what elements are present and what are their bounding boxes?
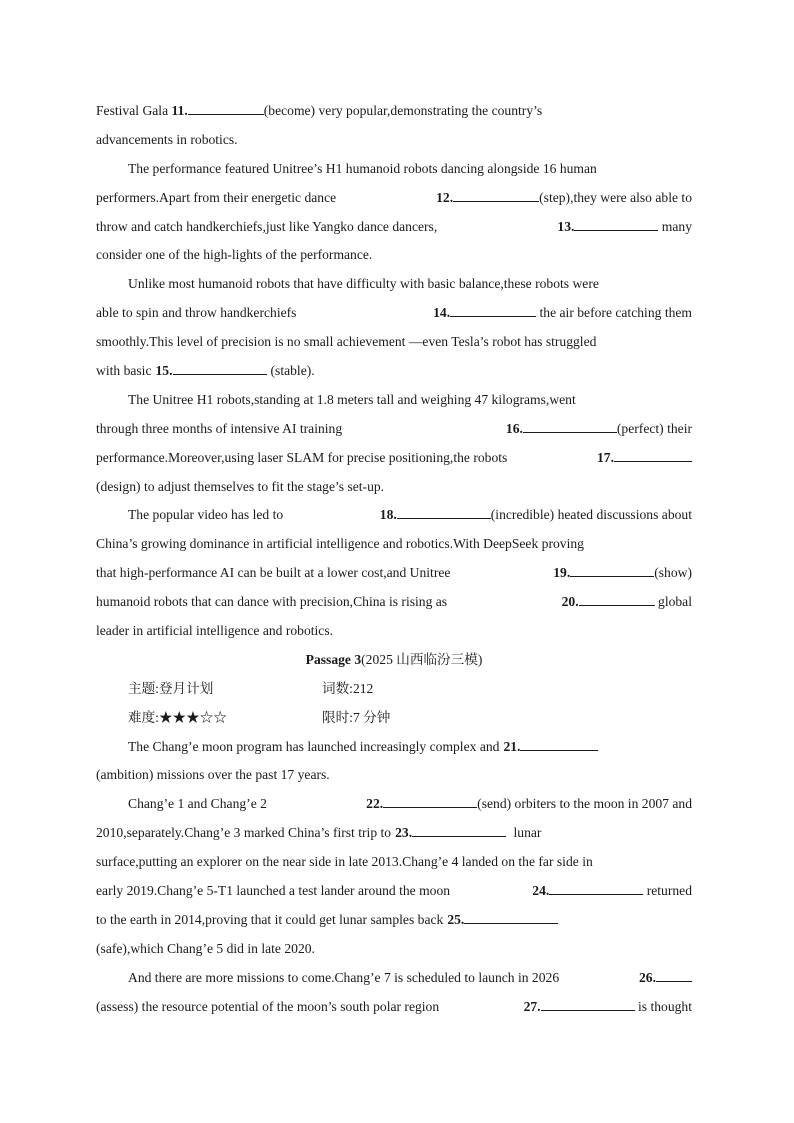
text-line: advancements in robotics. [96,131,238,147]
theme-label: 主题:登月计划 [128,680,214,696]
text-line: The performance featured Unitree’s H1 humanoid robots dancing alongside 16 human [128,160,597,176]
question-number: 25. [447,911,465,927]
answer-blank[interactable] [188,104,264,115]
answer-blank[interactable] [450,306,536,317]
answer-blank[interactable] [541,1000,635,1011]
time-limit-label: 限时:7 分钟 [322,709,391,725]
question-number: 17. [597,449,614,465]
text-line: throw and catch handkerchiefs,just like Yangko dance dancers, 13. many [96,218,692,234]
document-page [96,97,692,1022]
text-line: humanoid robots that can dance with precision,China is rising as 20. global [96,594,692,610]
passage-meta-row [96,675,692,704]
answer-blank[interactable] [614,451,692,462]
question-number: 11. [171,103,188,118]
text-line: early 2019.Chang’e 5-T1 launched a test lander around the moon 24. returned [96,883,692,899]
question-number: 19. [553,565,571,581]
text-line: to the earth in 2014,proving that it could get lunar samples back 25. [96,906,692,935]
passage-source: (2025 山西临汾三模) [361,651,483,667]
text-line: Festival Gala 11. (become) very popular,demonstrating the country’s [96,103,543,118]
question-number: 14. [433,305,451,321]
text-line: performance.Moreover,using laser SLAM for precise positioning,the robots 17. [96,444,692,473]
question-number: 26. [639,969,656,985]
text-line: 2010,separately.Chang’e 3 marked China’s first trip to 23. lunar [96,825,542,841]
answer-blank[interactable] [464,913,558,924]
question-number: 21. [503,738,521,754]
text-line: Unlike most humanoid robots that have difficulty with basic balance,these robots were [128,276,599,292]
text-line: (design) to adjust themselves to fit the stage’s set-up. [96,478,385,494]
text-line: China’s growing dominance in artificial intelligence and robotics.With DeepSeek proving [96,536,584,552]
question-number: 13. [557,218,575,234]
question-number: 23. [395,825,413,841]
text-line: (ambition) missions over the past 17 years. [96,767,330,783]
question-number: 20. [561,594,579,610]
text-line: leader in artificial intelligence and robotics. [96,623,334,639]
answer-blank[interactable] [549,884,643,895]
passage-meta-row [96,704,692,733]
question-number: 24. [532,883,550,899]
answer-blank[interactable] [412,826,506,837]
question-number: 27. [523,998,541,1014]
text-line: (assess) the resource potential of the moon’s south polar region 27. is thought [96,998,692,1014]
question-number: 12. [436,189,454,205]
text-line: Chang’e 1 and Chang’e 2 22. (send) orbiters to the moon in 2007 and [128,796,692,812]
question-number: 18. [379,507,397,523]
answer-blank[interactable] [520,740,598,751]
text-line: performers.Apart from their energetic dance 12. (step),they were also able to [96,189,692,205]
text-line: able to spin and throw handkerchiefs 14. the air before catching them [96,305,692,321]
text-line: And there are more missions to come.Chang’e 7 is scheduled to launch in 2026 26. [96,964,692,993]
question-number: 15. [155,363,173,379]
difficulty-label: 难度:★★★☆☆ [128,709,227,725]
answer-blank[interactable] [574,220,658,231]
text-line: with basic 15. (stable). [96,363,315,379]
text-line: The popular video has led to 18. (incredible) heated discussions about [128,507,692,523]
text-line: surface,putting an explorer on the near side in late 2013.Chang’e 4 landed on the far side in [96,854,593,870]
word-count-label: 词数:212 [322,680,374,696]
answer-blank[interactable] [453,191,539,202]
text-line: that high-performance AI can be built at a lower cost,and Unitree 19. (show) [96,565,692,581]
question-number: 16. [505,420,523,436]
answer-blank[interactable] [397,508,491,519]
text-line: The Chang’e moon program has launched increasingly complex and 21. [96,733,692,762]
text-line: The Unitree H1 robots,standing at 1.8 meters tall and weighing 47 kilograms,went [128,391,576,407]
question-number: 22. [366,796,384,812]
text-line: consider one of the high-lights of the performance. [96,247,373,263]
text-line: (safe),which Chang’e 5 did in late 2020. [96,940,315,956]
answer-blank[interactable] [579,595,655,606]
answer-blank[interactable] [523,422,617,433]
text-line: through three months of intensive AI training 16. (perfect) their [96,420,692,436]
answer-blank[interactable] [383,797,477,808]
answer-blank[interactable] [173,364,267,375]
passage-title: Passage 3(2025 山西临汾三模) [305,651,483,667]
answer-blank[interactable] [656,971,692,982]
answer-blank[interactable] [570,566,654,577]
text-line: smoothly.This level of precision is no small achievement —even Tesla’s robot has struggled [96,334,597,350]
